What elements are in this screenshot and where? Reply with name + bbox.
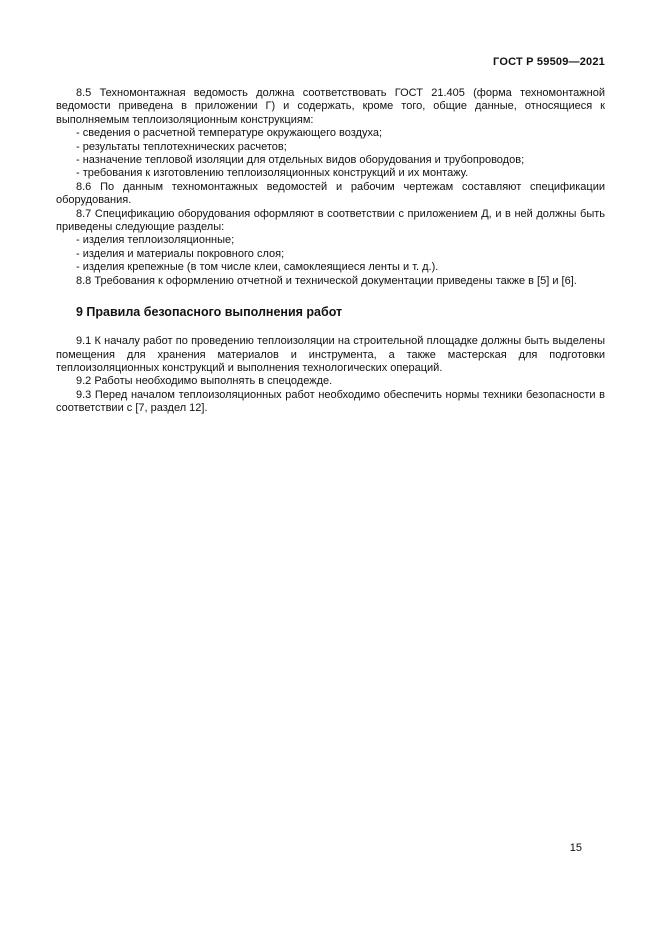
paragraph: 8.6 По данным техномонтажных ведомостей и рабочим чертежам составляют спецификации оборудования.: [56, 180, 605, 207]
list-item: - изделия крепежные (в том числе клеи, самоклеящиеся ленты и т. д.).: [76, 261, 439, 274]
paragraph: 8.7 Спецификацию оборудования оформляют в соответствии с приложением Д, и в ней должны быть приведены следующие разделы:: [56, 207, 605, 234]
page-number: 15: [569, 842, 582, 854]
section-heading: 9 Правила безопасного выполнения работ: [76, 305, 343, 320]
paragraph: 8.5 Техномонтажная ведомость должна соответствовать ГОСТ 21.405 (форма техномонтажной ведомости приведена в приложении Г) и содержать, кроме того, общие данные, относящиеся к выполняемым теплоизоляционным конструкциям:: [56, 87, 605, 126]
document-code: ГОСТ Р 59509—2021: [493, 56, 605, 68]
paragraph: 9.3 Перед началом теплоизоляционных работ необходимо обеспечить нормы техники безопасности в соответствии с [7, раздел 12].: [56, 388, 605, 415]
list-item: - сведения о расчетной температуре окружающего воздуха;: [76, 127, 383, 140]
list-item: - назначение тепловой изоляции для отдельных видов оборудования и трубопроводов;: [76, 154, 525, 167]
paragraph: 8.8 Требования к оформлению отчетной и технической документации приведены также в [5] и [6].: [76, 274, 577, 287]
list-item: - результаты теплотехнических расчетов;: [76, 140, 287, 153]
document-body: [56, 87, 605, 416]
list-item: - изделия теплоизоляционные;: [76, 234, 235, 247]
list-item: - изделия и материалы покровного слоя;: [76, 247, 285, 260]
list-item: - требования к изготовлению теплоизоляционных конструкций и их монтажу.: [76, 167, 469, 180]
paragraph: 9.1 К началу работ по проведению теплоизоляции на строительной площадке должны быть выделены помещения для хранения материалов и инструмента, а также мастерская для подготовки теплоизоляционных конструкций и выполнения технологических операций.: [56, 335, 605, 374]
paragraph: 9.2 Работы необходимо выполнять в спецодежде.: [76, 375, 333, 388]
